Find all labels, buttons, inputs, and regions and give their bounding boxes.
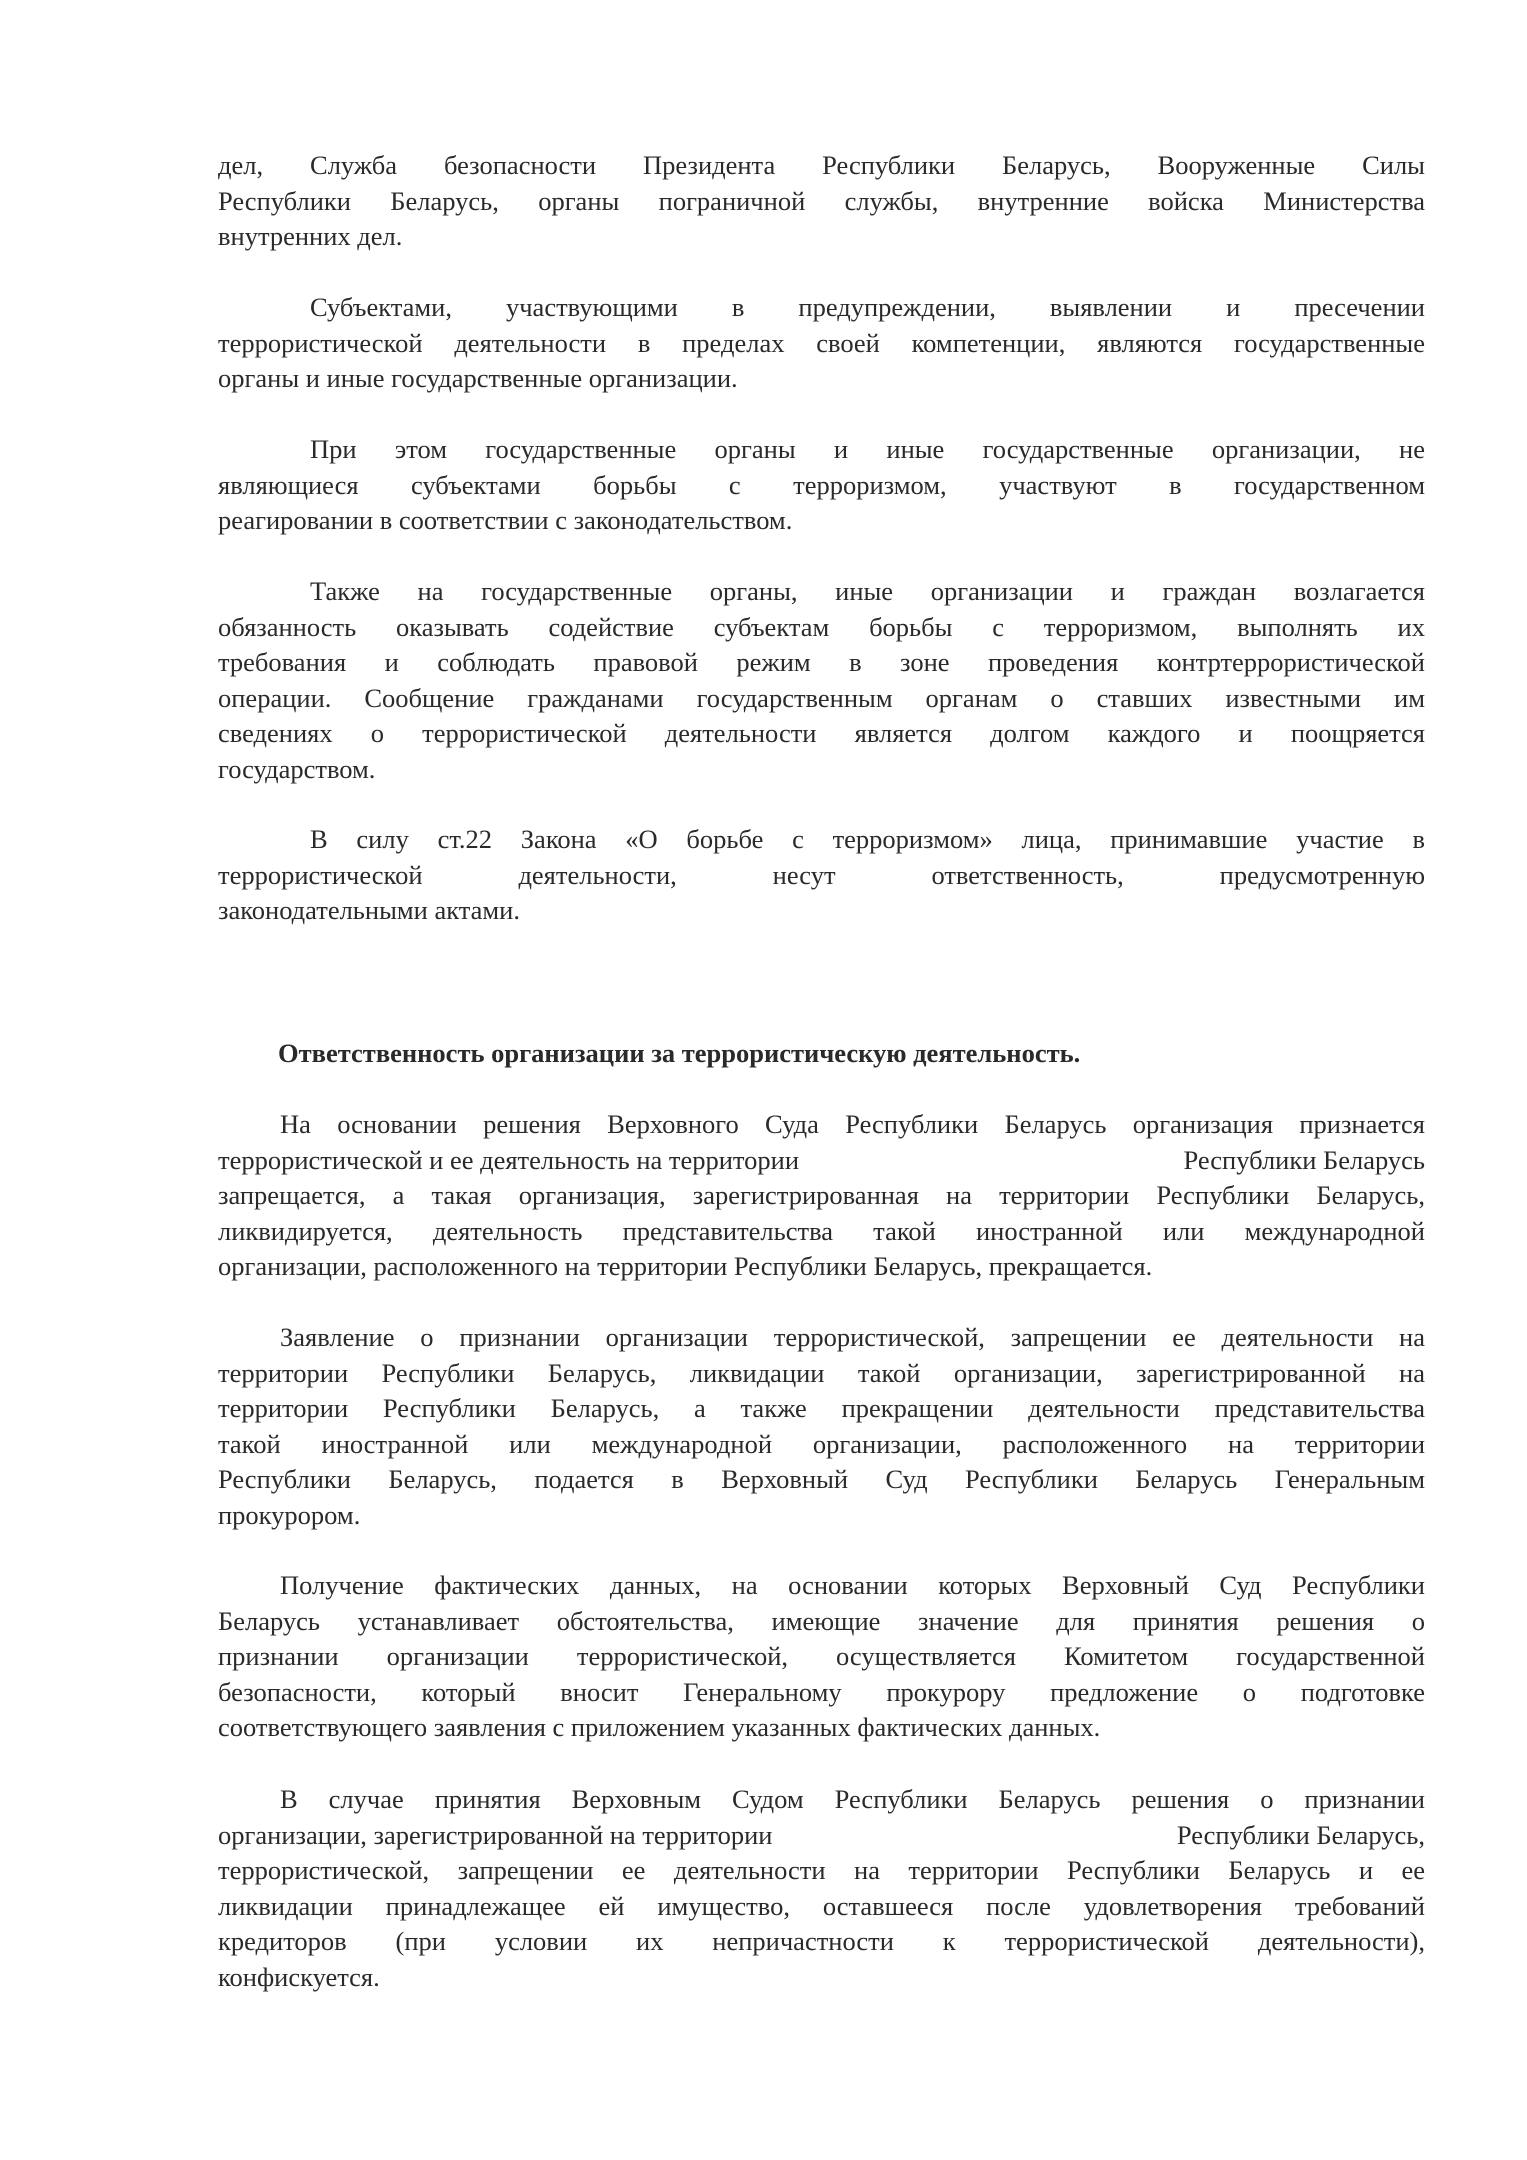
text-line: сведениях о террористической деятельности является долгом каждого и поощряется [218,718,1425,749]
text-line: Заявление о признании организации террористической, запрещении ее деятельности на [280,1322,1425,1352]
text-line: дел, Служба безопасности Президента Республики Беларусь, Вооруженные Силы [218,150,1425,180]
text-line: территории Республики Беларусь, а также прекращении деятельности представительства [218,1393,1425,1424]
text-line: Республики Беларусь, подается в Верховный Суд Республики Беларусь Генеральным [218,1464,1425,1495]
text-line: соответствующего заявления с приложением указанных фактических данных. [218,1712,1101,1743]
paragraph [218,432,1425,539]
text-line: Субъектами, участвующими в предупреждении, выявлении и пресечении [310,292,1425,322]
text-line [218,1818,1425,1854]
text-line: прокурором. [218,1499,361,1530]
text-line: На основании решения Верховного Суда Республики Беларусь организация признается [280,1109,1425,1139]
paragraph [218,1320,1425,1534]
text-line: организации, расположенного на территории Республики Беларусь, прекращается. [218,1251,1153,1282]
text-line: признании организации террористической, осуществляется Комитетом государственной [218,1641,1425,1672]
text-line: конфискуется. [218,1961,380,1992]
text-line: операции. Сообщение гражданами государственным органам о ставших известными им [218,682,1425,713]
text-line: ликвидации принадлежащее ей имущество, оставшееся после удовлетворения требований [218,1890,1425,1921]
text-line: органы и иные государственные организации. [218,363,738,394]
paragraph [218,290,1425,397]
text-line: В силу ст.22 Закона «О борьбе с терроризмом» лица, принимавшие участие в [310,824,1425,854]
text-line: При этом государственные органы и иные государственные организации, не [310,434,1425,464]
text-line: законодательными актами. [218,895,520,926]
text-line: террористической деятельности, несут ответственность, предусмотренную [218,859,1425,890]
text-line: Получение фактических данных, на основании которых Верховный Суд Республики [280,1570,1425,1600]
text-line: безопасности, который вносит Генеральному прокурору предложение о подготовке [218,1676,1425,1707]
text-line: территории Республики Беларусь, ликвидации такой организации, зарегистрированной на [218,1357,1425,1388]
paragraph [218,1107,1425,1285]
text-line: ликвидируется, деятельность представительства такой иностранной или международной [218,1215,1425,1246]
text-line: кредиторов (при условии их непричастности к террористической деятельности), [218,1926,1425,1957]
text-line: обязанность оказывать содействие субъектам борьбы с терроризмом, выполнять их [218,611,1425,642]
paragraph [218,1568,1425,1746]
text-line: такой иностранной или международной организации, расположенного на территории [218,1428,1425,1459]
paragraph [218,1782,1425,1996]
paragraph [218,148,1425,255]
text-line: Беларусь устанавливает обстоятельства, имеющие значение для принятия решения о [218,1605,1425,1636]
text-segment: организации, зарегистрированной на территории [218,1819,773,1850]
text-line: государством. [218,753,376,784]
text-line: реагировании в соответствии с законодательством. [218,505,793,536]
text-line: террористической, запрещении ее деятельности на территории Республики Беларусь и ее [218,1855,1425,1886]
text-segment: террористической и ее деятельность на территории [218,1144,800,1175]
text-segment: Республики Беларусь [1183,1144,1425,1175]
text-line: террористической деятельности в пределах своей компетенции, являются государственные [218,327,1425,358]
text-line: Республики Беларусь, органы пограничной службы, внутренние войска Министерства [218,185,1425,216]
paragraph [218,822,1425,929]
text-line: внутренних дел. [218,221,403,252]
text-line: В случае принятия Верховным Судом Республики Беларусь решения о признании [280,1784,1425,1814]
section-heading: Ответственность организации за террористическую деятельность. [278,1038,1081,1068]
paragraph [218,574,1425,788]
text-line: Также на государственные органы, иные организации и граждан возлагается [310,576,1425,606]
text-line: требования и соблюдать правовой режим в зоне проведения контртеррористической [218,647,1425,678]
text-line: являющиеся субъектами борьбы с терроризмом, участвуют в государственном [218,469,1425,500]
text-segment: Республики Беларусь, [1176,1819,1425,1850]
text-line: запрещается, а такая организация, зарегистрированная на территории Республики Беларусь, [218,1180,1425,1211]
text-line [218,1143,1425,1179]
